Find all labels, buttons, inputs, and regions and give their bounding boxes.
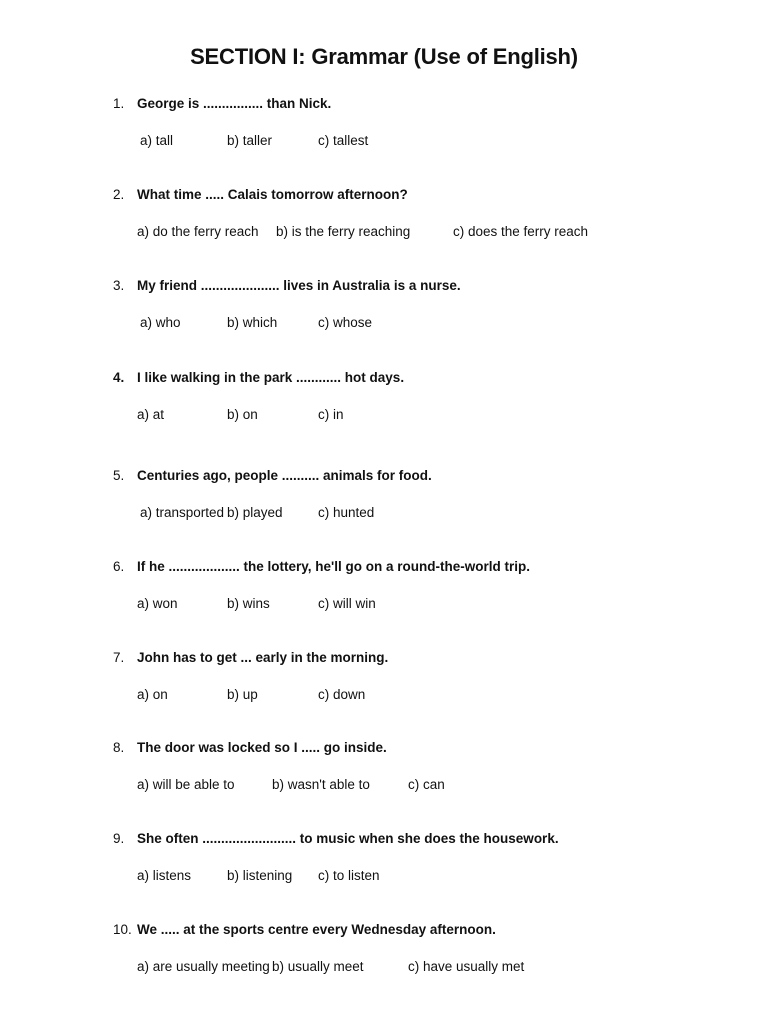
- question-number: 9.: [113, 831, 125, 846]
- option-b[interactable]: b) wasn't able to: [272, 777, 370, 792]
- option-c[interactable]: c) can: [408, 777, 445, 792]
- question-number: 1.: [113, 96, 125, 111]
- option-a[interactable]: a) do the ferry reach: [137, 224, 259, 239]
- question-number: 2.: [113, 187, 125, 202]
- option-c[interactable]: c) in: [318, 407, 344, 422]
- question-text: She often ......................... to music when she does the housework.: [137, 831, 559, 846]
- question-number: 10.: [113, 922, 132, 937]
- option-b[interactable]: b) up: [227, 687, 258, 702]
- option-c[interactable]: c) does the ferry reach: [453, 224, 589, 239]
- option-a[interactable]: a) listens: [137, 868, 192, 883]
- option-a[interactable]: a) on: [137, 687, 168, 702]
- option-a[interactable]: a) won: [137, 596, 178, 611]
- option-b[interactable]: b) usually meet: [272, 959, 364, 974]
- question-text: Centuries ago, people .......... animals for food.: [137, 468, 432, 483]
- option-b[interactable]: b) listening: [227, 868, 293, 883]
- question-number: 5.: [113, 468, 125, 483]
- option-c[interactable]: c) tallest: [318, 133, 369, 148]
- question-number: 6.: [113, 559, 125, 574]
- question-text: The door was locked so I ..... go inside.: [137, 740, 387, 755]
- question-number: 7.: [113, 650, 125, 665]
- question-text: George is ................ than Nick.: [137, 96, 332, 111]
- option-c[interactable]: c) will win: [318, 596, 376, 611]
- option-b[interactable]: b) played: [227, 505, 283, 520]
- option-b[interactable]: b) which: [227, 315, 278, 330]
- section-title: SECTION I: Grammar (Use of English): [190, 44, 578, 69]
- option-c[interactable]: c) whose: [318, 315, 373, 330]
- option-b[interactable]: b) on: [227, 407, 258, 422]
- option-b[interactable]: b) wins: [227, 596, 270, 611]
- option-b[interactable]: b) is the ferry reaching: [276, 224, 411, 239]
- option-c[interactable]: c) to listen: [318, 868, 380, 883]
- question-text: We ..... at the sports centre every Wednesday afternoon.: [137, 922, 496, 937]
- option-a[interactable]: a) are usually meeting: [137, 959, 270, 974]
- question-number: 4.: [113, 370, 125, 385]
- option-a[interactable]: a) transported: [140, 505, 225, 520]
- option-a[interactable]: a) tall: [140, 133, 174, 148]
- question-text: If he ................... the lottery, he'll go on a round-the-world trip.: [137, 559, 530, 574]
- question-text: What time ..... Calais tomorrow afternoon?: [137, 187, 408, 202]
- option-a[interactable]: a) who: [140, 315, 181, 330]
- option-c[interactable]: c) have usually met: [408, 959, 525, 974]
- option-c[interactable]: c) down: [318, 687, 366, 702]
- option-c[interactable]: c) hunted: [318, 505, 375, 520]
- question-text: My friend ..................... lives in Australia is a nurse.: [137, 278, 461, 293]
- option-a[interactable]: a) at: [137, 407, 165, 422]
- question-text: John has to get ... early in the morning.: [137, 650, 389, 665]
- question-text: I like walking in the park ............ hot days.: [137, 370, 405, 385]
- question-number: 3.: [113, 278, 125, 293]
- question-number: 8.: [113, 740, 125, 755]
- option-a[interactable]: a) will be able to: [137, 777, 235, 792]
- option-b[interactable]: b) taller: [227, 133, 273, 148]
